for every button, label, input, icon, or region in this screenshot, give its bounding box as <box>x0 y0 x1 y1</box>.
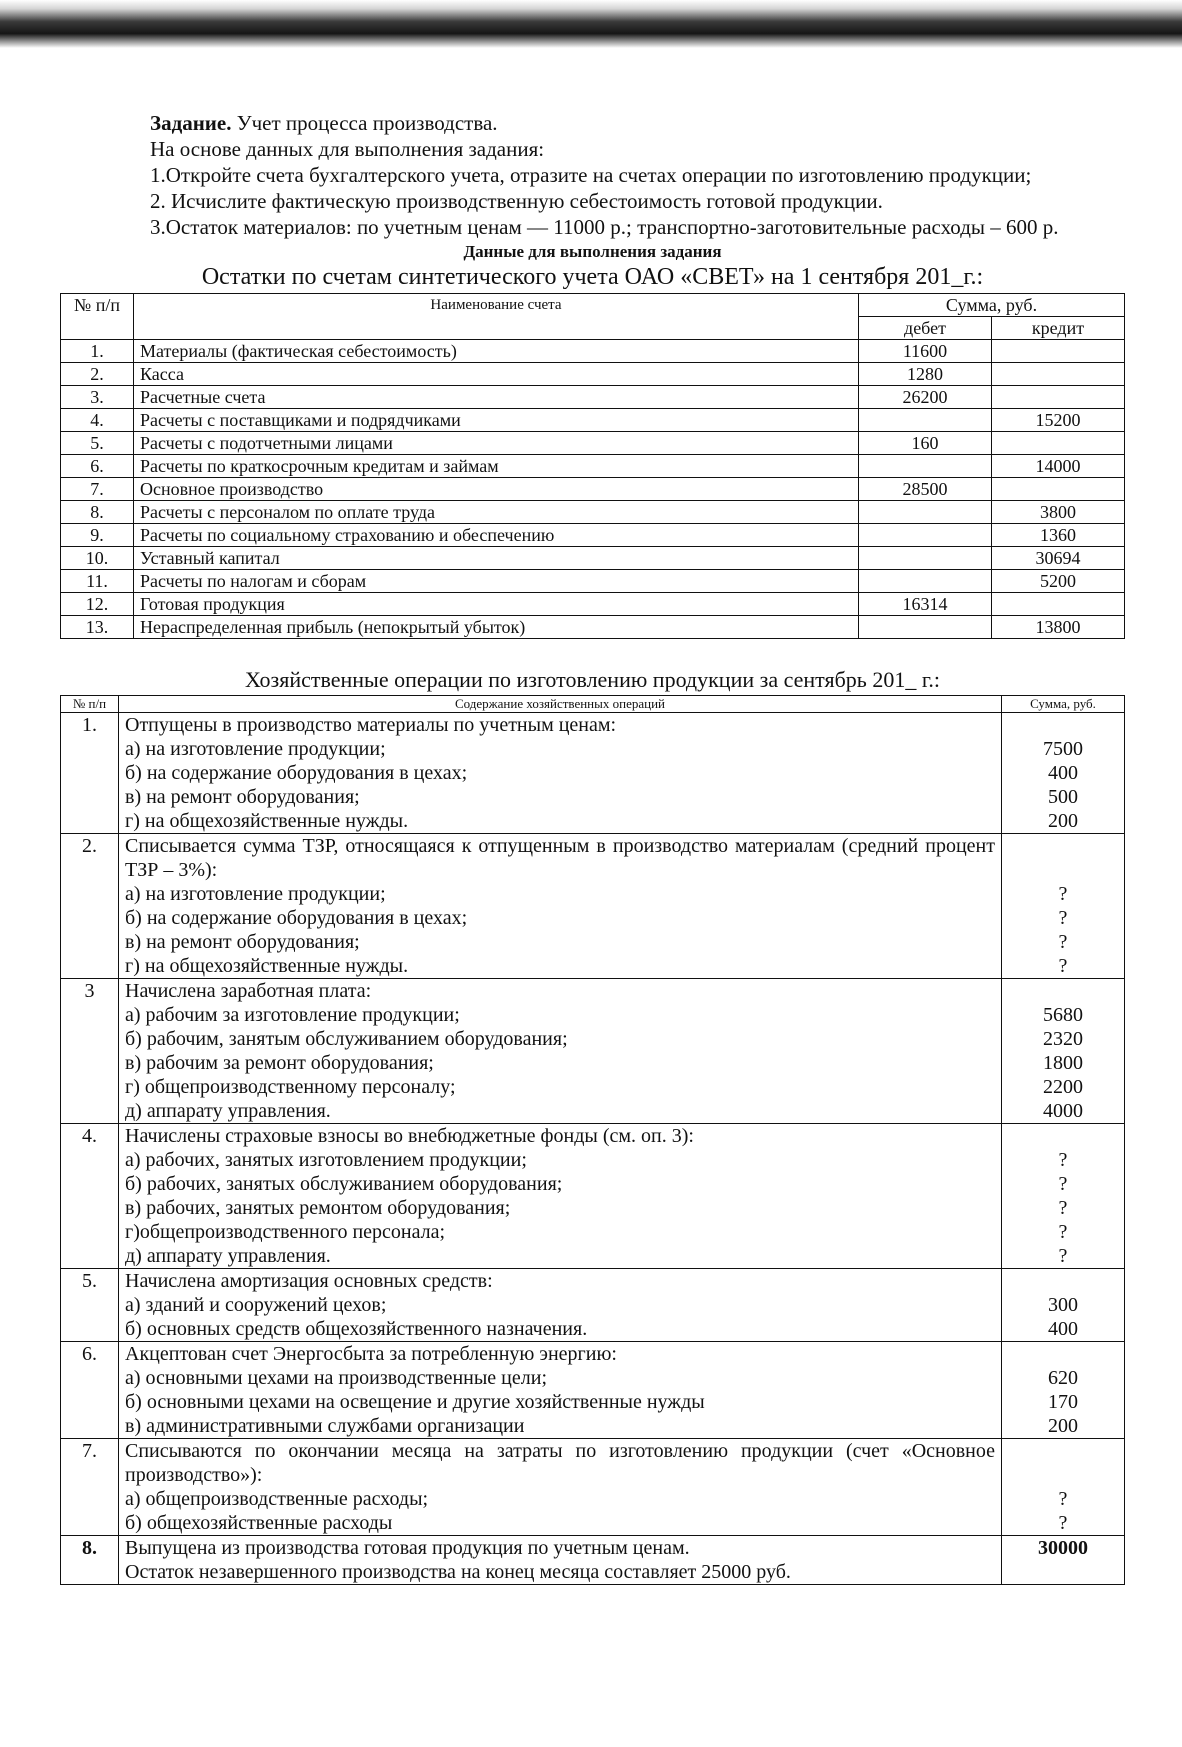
op-amount: ? <box>1058 883 1068 905</box>
op-amount: 2200 <box>1043 1076 1083 1098</box>
row-account-name: Расчеты с персоналом по оплате труда <box>134 501 859 524</box>
table-row <box>61 432 1125 455</box>
table-row <box>61 386 1125 409</box>
op-amounts <box>1002 1342 1125 1439</box>
op-amount: 300 <box>1048 1294 1078 1316</box>
op-amount: 30000 <box>1038 1537 1088 1559</box>
op-num: 7. <box>61 1439 119 1536</box>
op-line: б) основных средств общехозяйственного назначения. <box>125 1318 588 1340</box>
row-credit <box>992 478 1125 501</box>
op-line: Начислены страховые взносы во внебюджетные фонды (см. оп. 3): <box>125 1125 694 1147</box>
op-line: а) на изготовление продукции; <box>125 883 386 905</box>
op-amount: ? <box>1058 955 1068 977</box>
op-amount <box>1008 1439 1118 1463</box>
row-account-name: Основное производство <box>134 478 859 501</box>
row-credit: 3800 <box>992 501 1125 524</box>
op-content <box>119 713 1002 834</box>
table-row <box>61 363 1125 386</box>
row-debit: 11600 <box>859 340 992 363</box>
op-amount <box>1008 1463 1118 1487</box>
row-account-name: Расчеты с подотчетными лицами <box>134 432 859 455</box>
op-line: б) общехозяйственные расходы <box>125 1512 393 1534</box>
row-account-name: Уставный капитал <box>134 547 859 570</box>
row-credit <box>992 593 1125 616</box>
row-credit <box>992 340 1125 363</box>
table-row <box>61 1269 1125 1342</box>
op-amount <box>1008 834 1118 858</box>
row-num: 13. <box>61 616 134 639</box>
op-line: Начислена амортизация основных средств: <box>125 1270 493 1292</box>
row-account-name: Расчеты по налогам и сборам <box>134 570 859 593</box>
op-line: а) рабочим за изготовление продукции; <box>125 1004 460 1026</box>
row-account-name: Материалы (фактическая себестоимость) <box>134 340 859 363</box>
row-num: 10. <box>61 547 134 570</box>
balances-title: Остатки по счетам синтетического учета ОАО «СВЕТ» на 1 сентября 201_г.: <box>201 264 984 290</box>
row-num: 6. <box>61 455 134 478</box>
row-debit <box>859 455 992 478</box>
row-debit <box>859 409 992 432</box>
operations-table <box>60 695 1125 1585</box>
row-debit <box>859 547 992 570</box>
row-credit <box>992 432 1125 455</box>
op-col-sum-header: Сумма, руб. <box>1002 696 1125 713</box>
table-row <box>61 340 1125 363</box>
op-amount: ? <box>1058 931 1068 953</box>
table-row <box>61 616 1125 639</box>
task-title <box>150 110 1125 136</box>
table-row <box>61 478 1125 501</box>
col-name-header: Наименование счета <box>134 294 859 340</box>
task-title-rest: Учет процесса производства. <box>231 111 498 135</box>
op-line: в) рабочих, занятых ремонтом оборудования; <box>125 1197 511 1219</box>
col-num-header: № п/п <box>61 294 134 340</box>
op-amount <box>1008 979 1118 1003</box>
row-debit <box>859 570 992 593</box>
op-line: б) на содержание оборудования в цехах; <box>125 907 468 929</box>
table-row <box>61 979 1125 1124</box>
balances-table <box>60 293 1125 639</box>
table-row <box>61 570 1125 593</box>
op-content <box>119 1342 1002 1439</box>
op-content <box>119 1124 1002 1269</box>
op-line: Списываются по окончании месяца на затраты по изготовлению продукции (счет «Основное производство»): <box>125 1440 995 1486</box>
row-credit: 13800 <box>992 616 1125 639</box>
op-line: Списывается сумма ТЗР, относящаяся к отпущенным в производство материалам (средний процент ТЗР – 3%): <box>125 835 995 881</box>
table-row <box>61 713 1125 834</box>
task-title-bold: Задание. <box>150 111 232 135</box>
op-amount: ? <box>1058 1245 1068 1267</box>
op-line: в) на ремонт оборудования; <box>125 931 360 953</box>
op-amount: ? <box>1058 1221 1068 1243</box>
op-amounts <box>1002 979 1125 1124</box>
row-num: 7. <box>61 478 134 501</box>
task-block <box>150 110 1125 240</box>
op-col-content-header: Содержание хозяйственных операций <box>119 696 1002 713</box>
row-debit: 26200 <box>859 386 992 409</box>
op-amount: 170 <box>1048 1391 1078 1413</box>
row-num: 9. <box>61 524 134 547</box>
row-num: 4. <box>61 409 134 432</box>
op-line: б) основными цехами на освещение и другие хозяйственные нужды <box>125 1391 705 1413</box>
op-num: 5. <box>61 1269 119 1342</box>
row-account-name: Нераспределенная прибыль (непокрытый убыток) <box>134 616 859 639</box>
balances-header-row <box>61 294 1125 317</box>
row-debit <box>859 501 992 524</box>
row-credit <box>992 386 1125 409</box>
op-amount: 200 <box>1048 1415 1078 1437</box>
task-line: На основе данных для выполнения задания: <box>150 137 545 161</box>
op-content <box>119 979 1002 1124</box>
op-content <box>119 1269 1002 1342</box>
op-line: б) на содержание оборудования в цехах; <box>125 762 468 784</box>
op-content <box>119 1536 1002 1585</box>
op-amount <box>1008 1560 1118 1584</box>
op-num: 3 <box>61 979 119 1124</box>
op-line: б) рабочим, занятым обслуживанием оборудования; <box>125 1028 568 1050</box>
op-line: г) общепроизводственному персоналу; <box>125 1076 456 1098</box>
table-row <box>61 501 1125 524</box>
table-row <box>61 1439 1125 1536</box>
row-num: 8. <box>61 501 134 524</box>
scan-dark-edge <box>0 0 1182 48</box>
op-line: г) на общехозяйственные нужды. <box>125 955 409 977</box>
row-num: 1. <box>61 340 134 363</box>
row-account-name: Расчеты по краткосрочным кредитам и займам <box>134 455 859 478</box>
op-amount: 400 <box>1048 1318 1078 1340</box>
op-content <box>119 1439 1002 1536</box>
data-header: Данные для выполнения задания <box>463 242 722 261</box>
row-credit <box>992 363 1125 386</box>
op-amount <box>1008 1342 1118 1366</box>
row-credit: 14000 <box>992 455 1125 478</box>
row-credit: 15200 <box>992 409 1125 432</box>
op-amounts <box>1002 713 1125 834</box>
op-amount: ? <box>1058 1197 1068 1219</box>
op-num: 8. <box>61 1536 119 1585</box>
op-amount: ? <box>1058 1173 1068 1195</box>
row-num: 2. <box>61 363 134 386</box>
row-debit <box>859 524 992 547</box>
op-content <box>119 834 1002 979</box>
row-debit: 28500 <box>859 478 992 501</box>
table-row <box>61 834 1125 979</box>
task-line: 2. Исчислите фактическую производственную себестоимость готовой продукции. <box>150 189 883 213</box>
row-credit: 1360 <box>992 524 1125 547</box>
operations-title: Хозяйственные операции по изготовлению продукции за сентябрь 201_ г.: <box>245 667 940 692</box>
op-line: в) на ремонт оборудования; <box>125 786 360 808</box>
col-sum-header: Сумма, руб. <box>859 294 1125 317</box>
table-row <box>61 1536 1125 1585</box>
op-amounts <box>1002 1124 1125 1269</box>
table-row <box>61 409 1125 432</box>
col-credit-header: кредит <box>992 317 1125 340</box>
op-num: 6. <box>61 1342 119 1439</box>
op-amount: ? <box>1058 907 1068 929</box>
op-amount <box>1008 713 1118 737</box>
op-col-num-header: № п/п <box>61 696 119 713</box>
op-amount: 2320 <box>1043 1028 1083 1050</box>
op-amount: 200 <box>1048 810 1078 832</box>
op-line: а) рабочих, занятых изготовлением продукции; <box>125 1149 527 1171</box>
row-account-name: Касса <box>134 363 859 386</box>
row-num: 5. <box>61 432 134 455</box>
op-amounts <box>1002 1439 1125 1536</box>
op-num: 4. <box>61 1124 119 1269</box>
op-amounts <box>1002 1269 1125 1342</box>
row-num: 12. <box>61 593 134 616</box>
op-amounts <box>1002 1536 1125 1585</box>
op-line: в) административными службами организации <box>125 1415 525 1437</box>
op-line: в) рабочим за ремонт оборудования; <box>125 1052 434 1074</box>
row-debit <box>859 616 992 639</box>
row-debit: 1280 <box>859 363 992 386</box>
row-account-name: Готовая продукция <box>134 593 859 616</box>
op-num: 1. <box>61 713 119 834</box>
table-row <box>61 547 1125 570</box>
op-line: Акцептован счет Энергосбыта за потребленную энергию: <box>125 1343 617 1365</box>
row-debit: 160 <box>859 432 992 455</box>
op-line: а) зданий и сооружений цехов; <box>125 1294 387 1316</box>
task-line: 3.Остаток материалов: по учетным ценам — 11000 р.; транспортно-заготовительные расходы – 600 р. <box>150 215 1059 239</box>
op-amount: 7500 <box>1043 738 1083 760</box>
op-amount: 500 <box>1048 786 1078 808</box>
row-credit: 30694 <box>992 547 1125 570</box>
table-row <box>61 1342 1125 1439</box>
table-row <box>61 455 1125 478</box>
op-line: а) на изготовление продукции; <box>125 738 386 760</box>
op-amount: 5680 <box>1043 1004 1083 1026</box>
op-amount: ? <box>1058 1488 1068 1510</box>
op-line: а) общепроизводственные расходы; <box>125 1488 429 1510</box>
op-num: 2. <box>61 834 119 979</box>
row-num: 11. <box>61 570 134 593</box>
row-debit: 16314 <box>859 593 992 616</box>
table-row <box>61 593 1125 616</box>
op-line: а) основными цехами на производственные цели; <box>125 1367 548 1389</box>
op-amount: 4000 <box>1043 1100 1083 1122</box>
op-amount: 620 <box>1048 1367 1078 1389</box>
row-num: 3. <box>61 386 134 409</box>
row-credit: 5200 <box>992 570 1125 593</box>
document-page <box>60 110 1125 1585</box>
col-debit-header: дебет <box>859 317 992 340</box>
task-line: 1.Откройте счета бухгалтерского учета, отразите на счетах операции по изготовлению продукции; <box>150 163 1032 187</box>
op-line: г) на общехозяйственные нужды. <box>125 810 409 832</box>
op-amounts <box>1002 834 1125 979</box>
op-amount <box>1008 858 1118 882</box>
op-line: д) аппарату управления. <box>125 1245 331 1267</box>
row-account-name: Расчеты с поставщиками и подрядчиками <box>134 409 859 432</box>
table-row <box>61 524 1125 547</box>
op-line: Остаток незавершенного производства на конец месяца составляет 25000 руб. <box>125 1561 791 1583</box>
op-line: Отпущены в производство материалы по учетным ценам: <box>125 714 617 736</box>
op-amount <box>1008 1269 1118 1293</box>
operations-header-row <box>61 696 1125 713</box>
op-amount: 1800 <box>1043 1052 1083 1074</box>
op-line: Выпущена из производства готовая продукция по учетным ценам. <box>125 1537 690 1559</box>
row-account-name: Расчеты по социальному страхованию и обеспечению <box>134 524 859 547</box>
table-row <box>61 1124 1125 1269</box>
op-line: д) аппарату управления. <box>125 1100 331 1122</box>
op-amount <box>1008 1124 1118 1148</box>
op-amount: ? <box>1058 1512 1068 1534</box>
op-line: г)общепроизводственного персонала; <box>125 1221 446 1243</box>
op-amount: 400 <box>1048 762 1078 784</box>
op-line: Начислена заработная плата: <box>125 980 372 1002</box>
op-line: б) рабочих, занятых обслуживанием оборудования; <box>125 1173 563 1195</box>
row-account-name: Расчетные счета <box>134 386 859 409</box>
op-amount: ? <box>1058 1149 1068 1171</box>
